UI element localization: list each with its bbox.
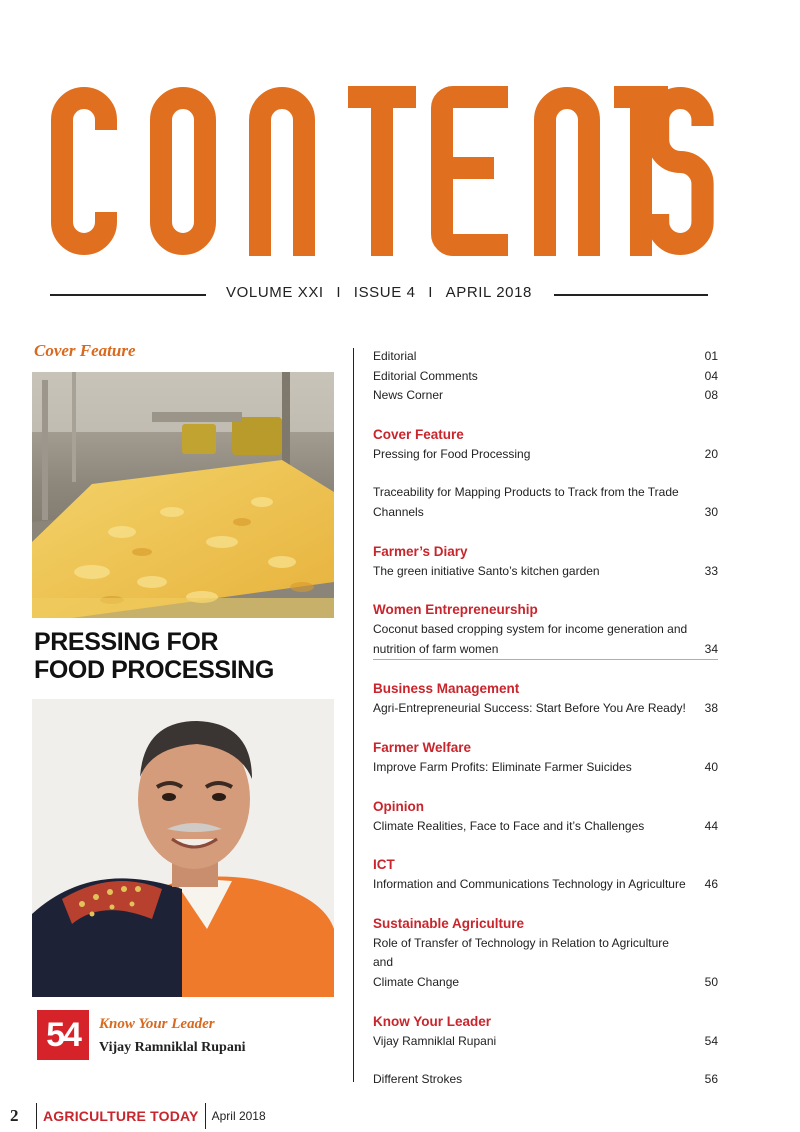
toc-item-coconut-cropping[interactable]: Coconut based cropping system for income generation and nutrition of farm women 34: [373, 620, 718, 660]
toc-page-number: 08: [704, 388, 718, 403]
footer-brand: AGRICULTURE TODAY: [43, 1108, 199, 1124]
toc-item-pressing-food-processing[interactable]: Pressing for Food Processing 20: [373, 445, 718, 465]
toc-item-editorial-comments[interactable]: Editorial Comments 04: [373, 367, 718, 387]
leader-page-badge: 54: [37, 1010, 89, 1060]
contents-lettering: [48, 86, 714, 256]
issue-rule-right: [554, 294, 708, 296]
toc-page-number: 30: [704, 504, 718, 519]
toc-item-vijay-rupani[interactable]: Vijay Ramniklal Rupani 54: [373, 1032, 718, 1052]
toc-item-ict-agriculture[interactable]: Information and Communications Technology in Agriculture 46: [373, 875, 718, 895]
cover-title-line-2: FOOD PROCESSING: [34, 656, 274, 684]
toc-item-agri-entrepreneurial[interactable]: Agri-Entrepreneurial Success: Start Before You Are Ready! 38: [373, 699, 718, 719]
toc-page-number: 38: [704, 701, 718, 716]
masthead-title: [48, 86, 714, 256]
column-divider: [353, 348, 354, 1082]
toc-item-different-strokes[interactable]: Different Strokes 56: [373, 1070, 718, 1090]
issue-separator: I: [428, 284, 433, 301]
toc-heading-ict: ICT: [373, 857, 395, 873]
footer-date: April 2018: [211, 1109, 266, 1123]
table-of-contents: [373, 347, 718, 1090]
page-footer: [10, 1105, 266, 1127]
issue-info: [226, 284, 532, 301]
toc-page-number: 33: [704, 563, 718, 578]
toc-page-number: 04: [704, 368, 718, 383]
toc-page-number: 46: [704, 877, 718, 892]
toc-item-kitchen-garden[interactable]: The green initiative Santo’s kitchen garden 33: [373, 562, 718, 582]
toc-heading-opinion: Opinion: [373, 798, 424, 814]
footer-divider: [205, 1103, 206, 1129]
toc-heading-women-entrepreneurship: Women Entrepreneurship: [373, 602, 538, 618]
toc-page-number: 01: [704, 349, 718, 363]
toc-item-traceability[interactable]: Traceability for Mapping Products to Track from the Trade Channels 30: [373, 483, 718, 522]
footer-page-number: 2: [10, 1106, 19, 1125]
toc-page-number: 56: [704, 1072, 718, 1087]
cover-title-line-1: PRESSING FOR: [34, 628, 219, 656]
issue-line: [50, 284, 708, 306]
toc-item-news-corner[interactable]: News Corner 08: [373, 386, 718, 406]
toc-heading-cover-feature: Cover Feature: [373, 426, 464, 442]
toc-page-number: 40: [704, 759, 718, 774]
issue-separator: I: [336, 284, 342, 301]
toc-heading-business-management: Business Management: [373, 681, 520, 697]
toc-page-number: 54: [704, 1033, 718, 1048]
toc-item-farm-profits[interactable]: Improve Farm Profits: Eliminate Farmer Suicides 40: [373, 758, 718, 778]
issue-number: ISSUE 4: [353, 284, 416, 301]
cover-photo-chips-conveyor: [32, 372, 334, 618]
issue-rule-left: [50, 294, 206, 296]
toc-page-number: 20: [704, 446, 718, 461]
leader-section-label: Know Your Leader: [99, 1016, 215, 1032]
toc-item-transfer-of-technology[interactable]: Role of Transfer of Technology in Relation to Agriculture and Climate Change 50: [373, 934, 718, 993]
issue-date: APRIL 2018: [445, 284, 532, 301]
toc-heading-sustainable-agriculture: Sustainable Agriculture: [373, 915, 525, 931]
toc-page-number: 34: [704, 641, 718, 656]
toc-item-editorial[interactable]: Editorial 01: [373, 347, 718, 367]
toc-page-number: 50: [704, 974, 718, 989]
toc-heading-farmers-diary: Farmer’s Diary: [373, 543, 468, 559]
leader-portrait-photo: [32, 699, 334, 997]
toc-page-number: 44: [704, 818, 718, 833]
leader-name: Vijay Ramniklal Rupani: [99, 1040, 246, 1055]
cover-story-title: [34, 628, 334, 684]
toc-heading-know-your-leader: Know Your Leader: [373, 1013, 492, 1029]
footer-divider: [36, 1103, 37, 1129]
toc-item-climate-realities[interactable]: Climate Realities, Face to Face and it’s Challenges 44: [373, 817, 718, 837]
issue-volume: VOLUME XXI: [226, 284, 324, 301]
toc-heading-farmer-welfare: Farmer Welfare: [373, 739, 472, 755]
cover-feature-label: Cover Feature: [34, 341, 136, 360]
